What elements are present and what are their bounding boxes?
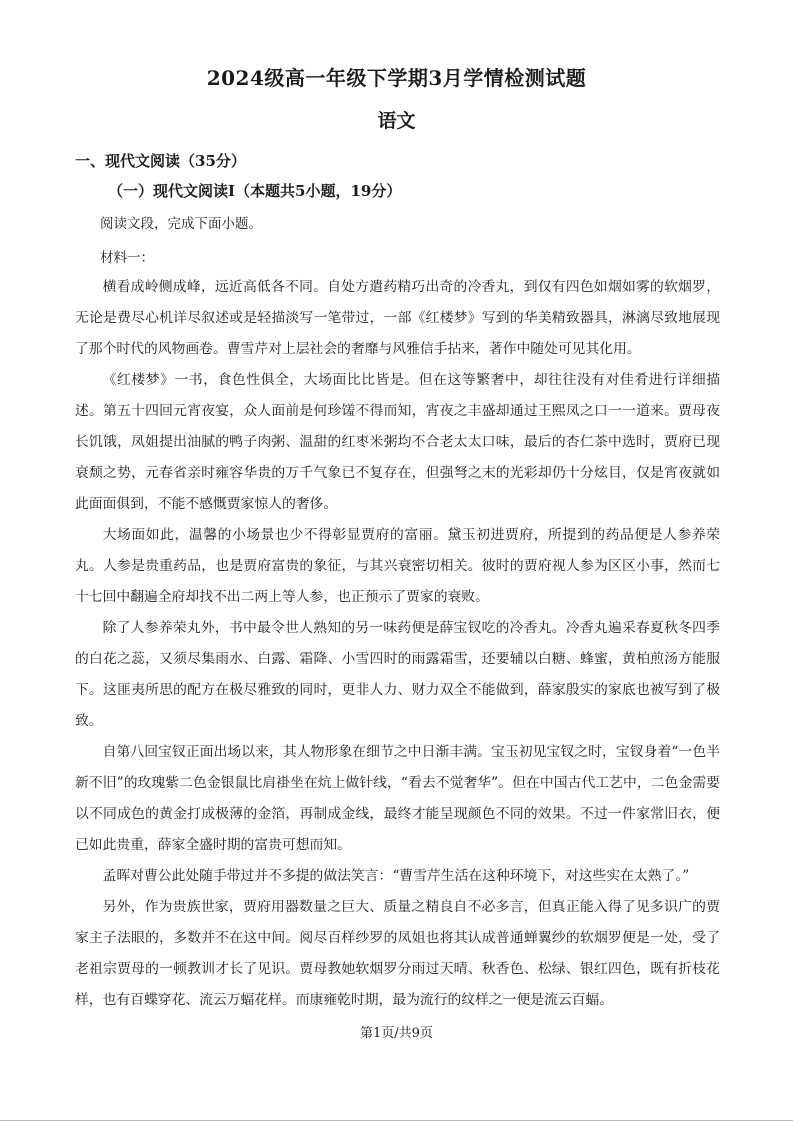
- paragraph: 横看成岭侧成峰，远近高低各不同。自处方遣药精巧出奇的冷香丸，到仅有四色如烟如雾的软烟罗，无论是费尽心机详尽叙述或是轻描淡写一笔带过，一部《红楼梦》写到的华美精致器具，淋漓尽致地展现了那个时代的风物画卷。曹雪芹对上层社会的奢靡与风雅信手拈来，著作中随处可见其化用。: [75, 279, 720, 357]
- paragraph: 除了人参养荣丸外，书中最令世人熟知的另一味药便是薛宝钗吃的冷香丸。冷香丸遍采春夏秋冬四季的白花之蕊，又须尽集雨水、白露、霜降、小雪四时的雨露霜雪，还要辅以白糖、蜂蜜，黄柏煎汤方能服下。这匪夷所思的配方在极尽雅致的同时，更非人力、财力双全不能做到，薛家殷实的家底也被写到了极致。: [75, 620, 720, 729]
- paragraph: 孟晖对曹公此处随手带过并不多提的做法笑言：“曹雪芹生活在这种环境下，对这些实在太熟了。”: [102, 868, 690, 884]
- paragraph: 自第八回宝钗正面出场以来，其人物形象在细节之中日渐丰满。宝玉初见宝钗之时，宝钗身着“一色半新不旧”的玫瑰紫二色金银鼠比肩褂坐在炕上做针线，“看去不觉奢华”。但在中国古代工艺中，二色金需要以不同成色的黄金打成极薄的金箔，再制成金线，最终才能呈现颜色不同的效果。不过一件家常旧衣，便已如此贵重，薛家全盛时期的富贵可想而知。: [75, 744, 720, 853]
- subsection-heading: （一）现代文阅读Ⅰ（本题共5小题，19分）: [108, 182, 402, 200]
- page-bottom-divider: [0, 1120, 793, 1121]
- instruction-text: 阅读文段，完成下面小题。: [100, 216, 262, 232]
- section-heading: 一、现代文阅读（35分）: [75, 152, 246, 170]
- subject-title: 语文: [377, 110, 416, 132]
- paragraph: 《红楼梦》一书，食色性俱全，大场面比比皆是。但在这等繁奢中，却往往没有对佳肴进行详细描述。第五十四回元宵夜宴，众人面前是何珍馐不得而知，宵夜之丰盛却通过王熙凤之口一一道来。贾母夜长饥饿，凤姐提出油腻的鸭子肉粥、温甜的红枣米粥均不合老太太口味，最后的杏仁茶中选时，贾府已现衰颓之势，元春省亲时雍容华贵的万千气象已不复存在，但强弩之末的光彩却仍十分炫目，仅是宵夜就如此面面俱到，不能不感慨贾家惊人的奢侈。: [75, 372, 720, 512]
- material-label: 材料一：: [100, 250, 154, 266]
- reading-passage: [75, 272, 720, 1016]
- page-indicator: 第1页/共9页: [360, 1026, 433, 1041]
- paragraph: 大场面如此，温馨的小场景也少不得彰显贾府的富丽。黛玉初进贾府，所提到的药品便是人参养荣丸。人参是贵重药品，也是贾府富贵的象征，与其兴衰密切相关。彼时的贾府视人参为区区小事，然而七十七回中翻遍全府却找不出二两上等人参，也正预示了贾家的衰败。: [75, 527, 720, 605]
- exam-title: 2024级高一年级下学期3月学情检测试题: [206, 66, 587, 90]
- paragraph: 另外，作为贵族世家，贾府用器数量之巨大、质量之精良自不必多言，但真正能入得了见多识广的贾家主子法眼的，多数并不在这中间。阅尽百样纱罗的凤姐也将其认成普通蝉翼纱的软烟罗便是一处，受了老祖宗贾母的一顿教训才长了见识。贾母教她软烟罗分雨过天晴、秋香色、松绿、银红四色，既有折枝花样，也有百蝶穿花、流云万蝠花样。而康雍乾时期，最为流行的纹样之一便是流云百蝠。: [75, 899, 720, 1008]
